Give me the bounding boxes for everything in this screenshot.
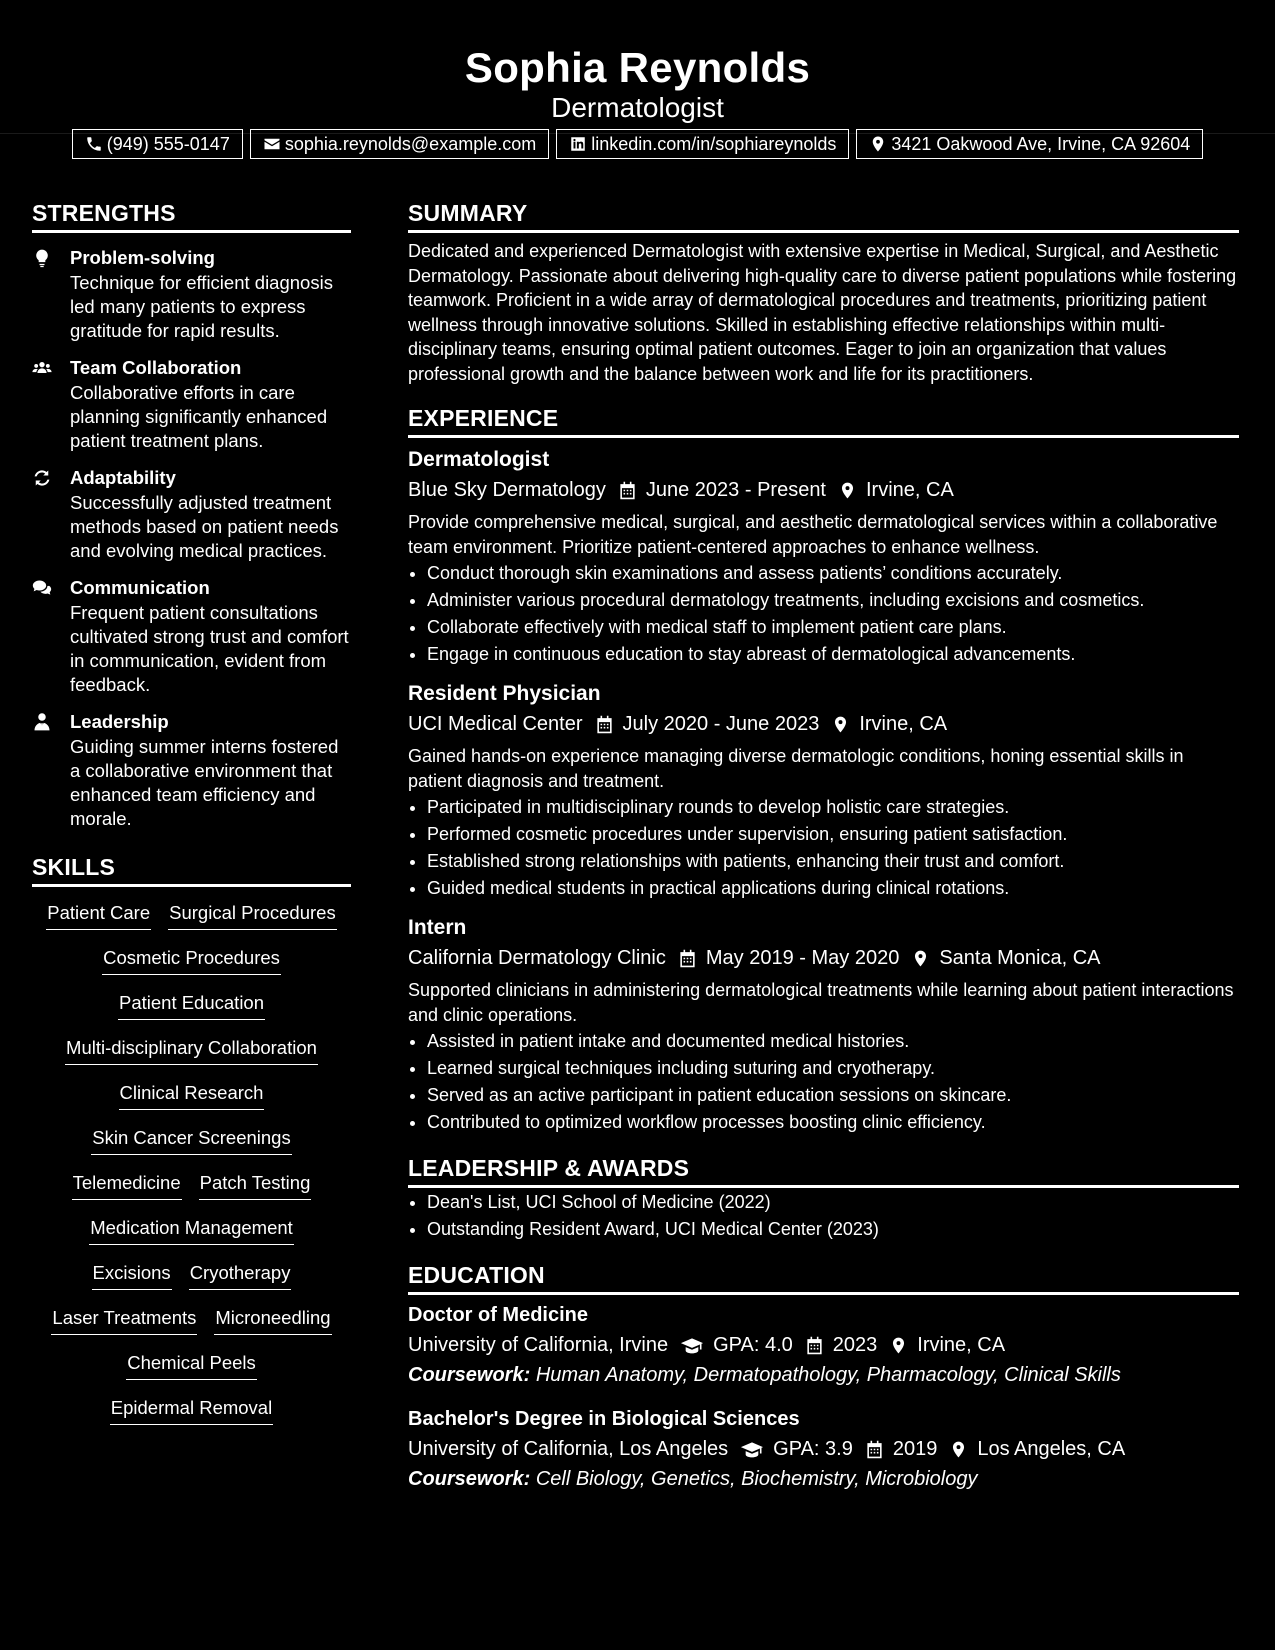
calendar-icon xyxy=(618,481,637,500)
summary-text: Dedicated and experienced Dermatologist with extensive expertise in Medical, Surgical, and Aesthetic Dermatology. Passionate about delivering high-quality care to diverse patient populations while fostering teamwork. Proficient in a wide array of dermatological procedures and treatments, prioritizing patient wellness through innovative solutions. Skilled in establishing effective relationships within multi-disciplinary teams, ensuring optimal patient outcomes. Eager to join an organization that values professional growth and the balance between work and life for its practitioners. xyxy=(408,241,1237,384)
job-meta xyxy=(408,944,1239,972)
calendar-icon xyxy=(595,715,614,734)
map-pin-icon xyxy=(831,715,850,734)
list-item: • Dean's List, UCI School of Medicine (2022) xyxy=(427,1189,1239,1216)
job-entry xyxy=(408,914,1239,1136)
skill-row xyxy=(32,1126,351,1171)
skill-tag: Telemedicine xyxy=(72,1171,182,1200)
skills-heading: SKILLS xyxy=(32,852,351,887)
school-location: Irvine, CA xyxy=(917,1334,1006,1356)
job-bullets xyxy=(408,1028,1239,1136)
coursework-label: Coursework: xyxy=(408,1468,531,1490)
degree-title: Doctor of Medicine xyxy=(408,1304,589,1326)
linkedin-icon xyxy=(569,135,587,153)
strength-name: Adaptability xyxy=(70,467,176,488)
skill-row xyxy=(32,1216,351,1261)
phone-icon xyxy=(85,135,103,153)
job-bullets xyxy=(408,560,1239,668)
skill-tag: Epidermal Removal xyxy=(110,1396,273,1425)
awards-list xyxy=(408,1189,1239,1243)
strength-name: Communication xyxy=(70,577,210,598)
gpa: GPA: 4.0 xyxy=(713,1334,793,1356)
strength-desc: Frequent patient consultations cultivated strong trust and comfort in communication, evident from feedback. xyxy=(70,602,349,695)
lightbulb-icon xyxy=(32,247,70,343)
contact-phone[interactable] xyxy=(72,129,243,159)
skill-row xyxy=(32,1171,351,1216)
skill-tag: Chemical Peels xyxy=(126,1351,257,1380)
job-meta xyxy=(408,710,1239,738)
job-title: Intern xyxy=(408,916,467,939)
calendar-icon xyxy=(865,1440,884,1459)
contact-bar xyxy=(0,129,1275,159)
school-location: Los Angeles, CA xyxy=(977,1438,1126,1460)
strength-item xyxy=(32,577,351,697)
strength-item xyxy=(32,357,351,453)
job-bullets xyxy=(408,794,1239,902)
skill-row xyxy=(32,1396,351,1441)
candidate-name: Sophia Reynolds xyxy=(464,44,811,91)
refresh-icon xyxy=(32,467,70,563)
skill-tag: Skin Cancer Screenings xyxy=(91,1126,291,1155)
graduation-cap-icon xyxy=(680,1336,704,1355)
strength-item xyxy=(32,467,351,563)
contact-linkedin-text: linkedin.com/in/sophiareynolds xyxy=(591,133,837,154)
list-item: • Engage in continuous education to stay abreast of dermatological advancements. xyxy=(427,641,1239,668)
skills-list xyxy=(32,901,351,1441)
skill-tag: Cryotherapy xyxy=(189,1261,292,1290)
skill-tag: Patch Testing xyxy=(199,1171,312,1200)
contact-address-text: 3421 Oakwood Ave, Irvine, CA 92604 xyxy=(891,133,1191,154)
skill-tag: Surgical Procedures xyxy=(168,901,337,930)
coursework xyxy=(408,1465,1239,1493)
skill-row xyxy=(32,901,351,946)
skill-tag: Laser Treatments xyxy=(51,1306,197,1335)
strength-desc: Technique for efficient diagnosis led many patients to express gratitude for rapid results. xyxy=(70,272,333,341)
job-description: Supported clinicians in administering dermatological treatments while learning about patient interactions and clinic operations. xyxy=(408,980,1234,1025)
education-entry xyxy=(408,1302,1239,1389)
experience-heading: EXPERIENCE xyxy=(408,403,1239,438)
strengths-heading: STRENGTHS xyxy=(32,198,351,233)
education-entry xyxy=(408,1406,1239,1493)
skill-row xyxy=(32,1261,351,1306)
job-dates: June 2023 - Present xyxy=(645,479,826,501)
candidate-title: Dermatologist xyxy=(551,92,724,123)
job-title: Resident Physician xyxy=(408,682,601,705)
skill-tag: Microneedling xyxy=(214,1306,331,1335)
education-heading: EDUCATION xyxy=(408,1260,1239,1295)
coursework xyxy=(408,1361,1239,1389)
list-item: • Collaborate effectively with medical staff to implement patient care plans. xyxy=(427,614,1239,641)
map-pin-icon xyxy=(838,481,857,500)
skill-row xyxy=(32,1036,351,1081)
job-description: Gained hands-on experience managing diverse dermatologic conditions, honing essential skills in patient diagnosis and treatment. xyxy=(408,746,1184,791)
school-name: University of California, Los Angeles xyxy=(408,1438,729,1460)
list-item: • Assisted in patient intake and documented medical histories. xyxy=(427,1028,1239,1055)
strength-name: Problem-solving xyxy=(70,247,215,268)
resume-header xyxy=(0,0,1275,154)
job-title: Dermatologist xyxy=(408,448,550,471)
summary-heading: SUMMARY xyxy=(408,198,1239,233)
education-meta xyxy=(408,1435,1239,1463)
contact-email-text: sophia.reynolds@example.com xyxy=(284,133,537,154)
job-org: California Dermatology Clinic xyxy=(408,947,666,969)
job-location: Irvine, CA xyxy=(866,479,954,501)
strength-name: Team Collaboration xyxy=(70,357,242,378)
skill-row xyxy=(32,1081,351,1126)
job-location: Santa Monica, CA xyxy=(939,947,1101,969)
list-item: • Contributed to optimized workflow processes boosting clinic efficiency. xyxy=(427,1109,1239,1136)
strength-item xyxy=(32,247,351,343)
coursework-list: Cell Biology, Genetics, Biochemistry, Microbiology xyxy=(535,1468,978,1490)
degree-title: Bachelor's Degree in Biological Sciences xyxy=(408,1408,800,1430)
calendar-icon xyxy=(805,1336,824,1355)
education-meta xyxy=(408,1331,1239,1359)
job-org: Blue Sky Dermatology xyxy=(408,479,606,501)
list-item: • Administer various procedural dermatology treatments, including excisions and cosmetics. xyxy=(427,587,1239,614)
gpa: GPA: 3.9 xyxy=(773,1438,853,1460)
skill-tag: Multi-disciplinary Collaboration xyxy=(65,1036,318,1065)
strength-desc: Collaborative efforts in care planning significantly enhanced patient treatment plans. xyxy=(70,382,328,451)
list-item: • Established strong relationships with patients, enhancing their trust and comfort. xyxy=(427,848,1239,875)
strength-item xyxy=(32,711,351,831)
map-pin-icon xyxy=(911,949,930,968)
job-entry xyxy=(408,446,1239,668)
job-org: UCI Medical Center xyxy=(408,713,583,735)
strength-desc: Guiding summer interns fostered a collaborative environment that enhanced team efficiency and morale. xyxy=(70,736,339,829)
coursework-label: Coursework: xyxy=(408,1364,531,1386)
awards-heading: LEADERSHIP & AWARDS xyxy=(408,1153,1239,1188)
skill-row xyxy=(32,1306,351,1351)
skill-row xyxy=(32,1351,351,1396)
school-name: University of California, Irvine xyxy=(408,1334,669,1356)
list-item: • Participated in multidisciplinary rounds to develop holistic care strategies. xyxy=(427,794,1239,821)
job-meta xyxy=(408,476,1239,504)
contact-address[interactable] xyxy=(856,129,1203,159)
skill-tag: Patient Care xyxy=(46,901,151,930)
right-column xyxy=(408,198,1239,1493)
calendar-icon xyxy=(678,949,697,968)
graduation-year: 2019 xyxy=(892,1438,938,1460)
map-pin-icon xyxy=(889,1336,908,1355)
map-pin-icon xyxy=(869,135,887,153)
contact-email[interactable] xyxy=(250,129,549,159)
list-item: • Served as an active participant in patient education sessions on skincare. xyxy=(427,1082,1239,1109)
job-dates: July 2020 - June 2023 xyxy=(622,713,820,735)
list-item: • Performed cosmetic procedures under supervision, ensuring patient satisfaction. xyxy=(427,821,1239,848)
job-description: Provide comprehensive medical, surgical, and aesthetic dermatological services within a collaborative team environment. Prioritize patient-centered approaches to enhance wellness. xyxy=(408,512,1218,557)
list-item: • Conduct thorough skin examinations and assess patients’ conditions accurately. xyxy=(427,560,1239,587)
envelope-icon xyxy=(263,135,281,153)
coursework-list: Human Anatomy, Dermatopathology, Pharmacology, Clinical Skills xyxy=(535,1364,1121,1386)
list-item: • Guided medical students in practical applications during clinical rotations. xyxy=(427,875,1239,902)
skill-tag: Excisions xyxy=(92,1261,172,1290)
skill-tag: Clinical Research xyxy=(119,1081,265,1110)
strength-name: Leadership xyxy=(70,711,169,732)
users-icon xyxy=(32,357,70,453)
skill-tag: Cosmetic Procedures xyxy=(102,946,281,975)
contact-linkedin[interactable] xyxy=(556,129,849,159)
job-dates: May 2019 - May 2020 xyxy=(705,947,900,969)
job-location: Irvine, CA xyxy=(859,713,948,735)
skill-row xyxy=(32,946,351,991)
user-tie-icon xyxy=(32,711,70,831)
list-item: • Outstanding Resident Award, UCI Medical Center (2023) xyxy=(427,1216,1239,1243)
skill-row xyxy=(32,991,351,1036)
list-item: • Learned surgical techniques including suturing and cryotherapy. xyxy=(427,1055,1239,1082)
left-column xyxy=(32,198,351,1441)
job-entry xyxy=(408,680,1239,902)
comments-icon xyxy=(32,577,70,697)
skill-tag: Patient Education xyxy=(118,991,265,1020)
strength-desc: Successfully adjusted treatment methods based on patient needs and evolving medical practices. xyxy=(70,492,339,561)
skill-tag: Medication Management xyxy=(89,1216,294,1245)
graduation-year: 2023 xyxy=(832,1334,878,1356)
graduation-cap-icon xyxy=(740,1440,764,1459)
map-pin-icon xyxy=(949,1440,968,1459)
contact-phone-text: (949) 555-0147 xyxy=(106,133,230,154)
